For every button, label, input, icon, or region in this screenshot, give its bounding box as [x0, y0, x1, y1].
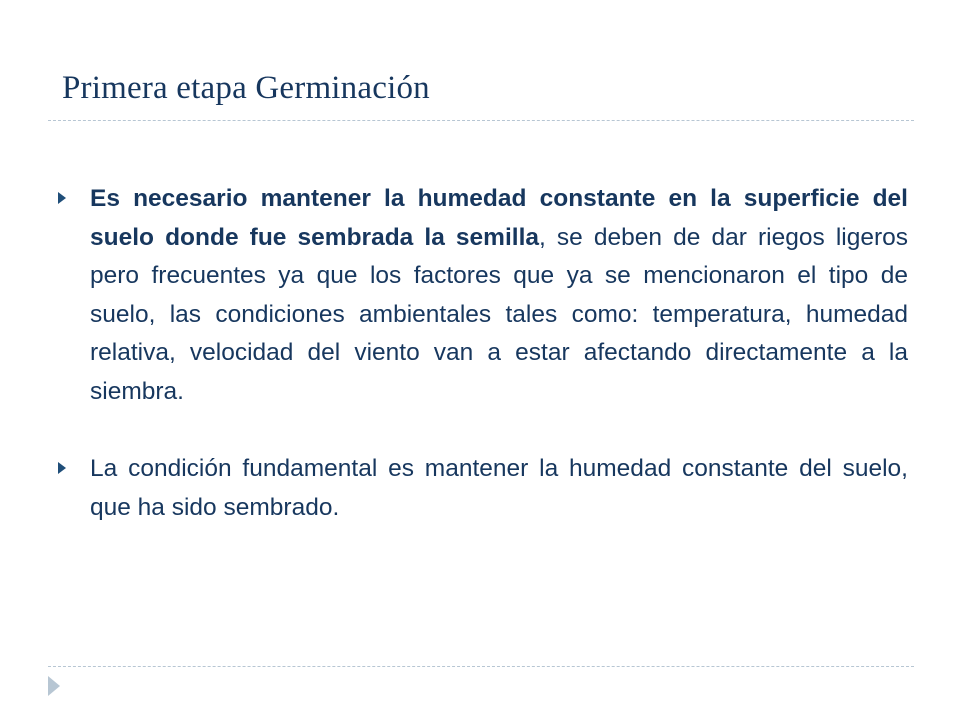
bullet-item-1	[56, 180, 908, 411]
bullet-bold-text-1: Es necesario mantener la humedad constante en la superficie del suelo donde fue sembrada la semilla	[90, 185, 908, 251]
bullet-regular-text-2: La condición fundamental es mantener la humedad constante del suelo, que ha sido sembrado.	[90, 455, 908, 521]
bullet-regular-text-1: , se deben de dar riegos ligeros pero frecuentes ya que los factores que ya se mencionaron el tipo de suelo, las condiciones ambientales tales como: temperatura, humedad relativa, velocidad del viento van a estar afectando directamente a la siembra.	[90, 223, 909, 405]
corner-triangle-icon	[48, 676, 60, 696]
bullet-list	[56, 180, 908, 527]
footer-divider	[48, 666, 914, 667]
bullet-text-1	[90, 180, 908, 411]
triangle-bullet-icon	[58, 192, 66, 204]
title-divider	[48, 120, 914, 121]
bullet-text-2	[90, 450, 908, 527]
bullet-item-2	[56, 450, 908, 527]
slide-title: Primera etapa Germinación	[62, 70, 430, 106]
triangle-bullet-icon	[58, 462, 66, 474]
